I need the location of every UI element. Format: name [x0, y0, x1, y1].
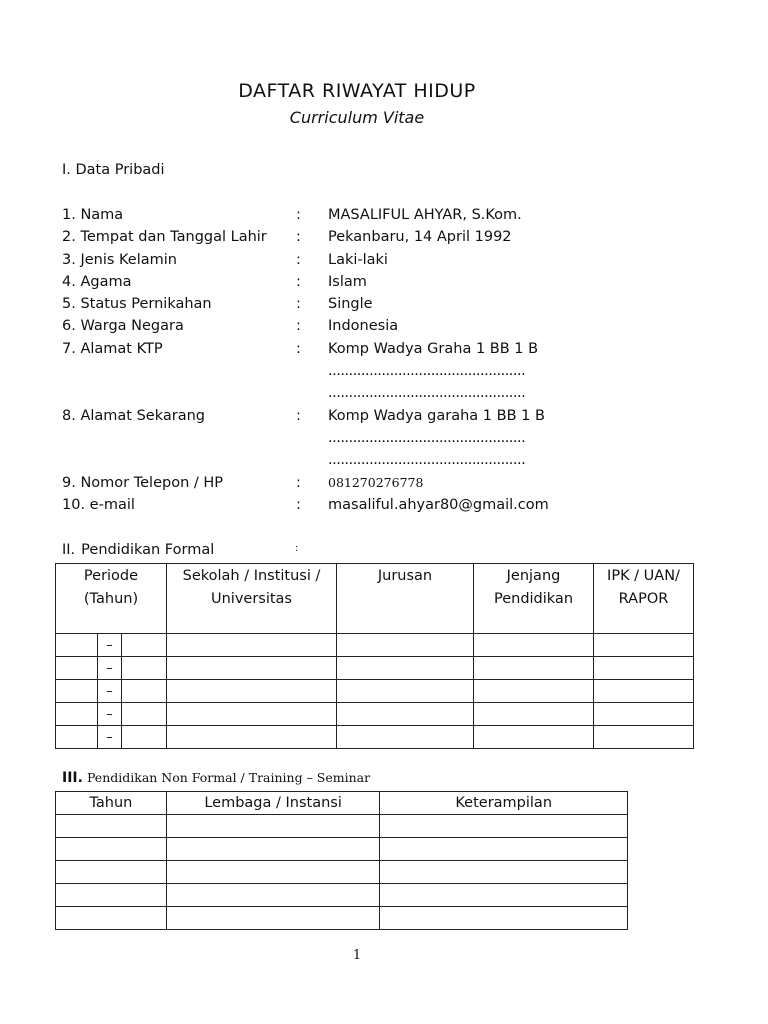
- field-row-jenis-kelamin: [62, 249, 702, 271]
- table-cell[interactable]: [56, 884, 167, 907]
- field-colon: :: [296, 273, 301, 290]
- period-dash: –: [98, 680, 122, 703]
- field-colon: :: [296, 474, 301, 491]
- table-row: [56, 861, 628, 884]
- column-header-lembaga: Lembaga / Instansi: [166, 792, 380, 815]
- field-value: MASALIFUL AHYAR, S.Kom.: [328, 207, 522, 223]
- field-label: 9. Nomor Telepon / HP: [62, 474, 224, 491]
- formal-education-table: [55, 563, 694, 749]
- table-cell[interactable]: [166, 838, 380, 861]
- table-cell[interactable]: [337, 634, 474, 657]
- non-formal-education-table: [55, 791, 628, 930]
- table-cell[interactable]: [167, 657, 337, 680]
- field-row-warga-negara: [62, 315, 702, 337]
- field-colon: :: [296, 251, 301, 268]
- table-cell[interactable]: [594, 703, 694, 726]
- table-cell[interactable]: [56, 815, 167, 838]
- table-cell[interactable]: [56, 634, 98, 657]
- field-value: Laki-laki: [328, 251, 388, 268]
- table-row: [56, 838, 628, 861]
- field-label: 6. Warga Negara: [62, 318, 184, 335]
- table-cell[interactable]: [56, 657, 98, 680]
- period-dash: –: [98, 634, 122, 657]
- field-value: Komp Wadya garaha 1 BB 1 B: [328, 407, 545, 424]
- table-cell[interactable]: [122, 634, 167, 657]
- table-cell[interactable]: [474, 657, 594, 680]
- table-cell[interactable]: [594, 726, 694, 749]
- table-cell[interactable]: [337, 657, 474, 680]
- column-header-periode: Periode (Tahun): [56, 564, 167, 634]
- table-cell[interactable]: [337, 680, 474, 703]
- dotted-fill: ................................................: [328, 385, 526, 402]
- table-cell[interactable]: [474, 680, 594, 703]
- column-header-sekolah: Sekolah / Institusi / Universitas: [167, 564, 337, 634]
- table-header-row: [56, 564, 694, 634]
- period-dash: –: [98, 657, 122, 680]
- dotted-line: [62, 360, 702, 382]
- page-number: 1: [352, 948, 362, 963]
- field-colon: :: [296, 407, 301, 424]
- table-row: [56, 884, 628, 907]
- field-label: 7. Alamat KTP: [62, 340, 163, 357]
- table-row: [56, 657, 694, 680]
- table-cell[interactable]: [474, 703, 594, 726]
- field-label: 3. Jenis Kelamin: [62, 251, 177, 268]
- table-cell[interactable]: [380, 861, 628, 884]
- dotted-line: [62, 382, 702, 404]
- section-title: Pendidikan Non Formal / Training – Seminar: [86, 770, 371, 785]
- table-cell[interactable]: [337, 703, 474, 726]
- table-cell[interactable]: [56, 680, 98, 703]
- table-row: [56, 815, 628, 838]
- field-value: Komp Wadya Graha 1 BB 1 B: [328, 340, 539, 357]
- section-number: II.: [62, 542, 76, 558]
- table-cell[interactable]: [474, 726, 594, 749]
- section-heading-data-pribadi: I. Data Pribadi: [62, 162, 165, 178]
- table-cell[interactable]: [337, 726, 474, 749]
- column-header-ipk: IPK / UAN/ RAPOR: [594, 564, 694, 634]
- column-header-jurusan: Jurusan: [337, 564, 474, 634]
- table-cell[interactable]: [594, 634, 694, 657]
- field-row-alamat-sekarang: [62, 405, 702, 427]
- section-heading-pendidikan-non-formal: [62, 770, 370, 786]
- field-row-nomor-telepon: [62, 472, 702, 494]
- table-cell[interactable]: [594, 657, 694, 680]
- table-cell[interactable]: [56, 703, 98, 726]
- table-cell[interactable]: [380, 815, 628, 838]
- field-colon: :: [296, 296, 301, 313]
- field-label: 4. Agama: [62, 273, 132, 290]
- dotted-line: [62, 449, 702, 471]
- field-colon: :: [296, 318, 301, 335]
- field-colon: :: [296, 207, 301, 223]
- dotted-fill: ................................................: [328, 452, 526, 469]
- table-cell[interactable]: [56, 838, 167, 861]
- table-cell[interactable]: [56, 726, 98, 749]
- field-row-nama: [62, 204, 702, 226]
- table-cell[interactable]: [166, 861, 380, 884]
- table-header-row: [56, 792, 628, 815]
- field-row-tempat-tanggal-lahir: [62, 226, 702, 248]
- table-cell[interactable]: [594, 680, 694, 703]
- field-value: Pekanbaru, 14 April 1992: [328, 229, 512, 246]
- field-row-status-pernikahan: [62, 293, 702, 315]
- field-value: Indonesia: [328, 318, 399, 335]
- table-row: [56, 726, 694, 749]
- dotted-fill: ................................................: [328, 363, 526, 380]
- table-cell[interactable]: [122, 726, 167, 749]
- field-colon: :: [296, 496, 301, 513]
- field-label: 1. Nama: [62, 207, 124, 223]
- document-title: DAFTAR RIWAYAT HIDUP: [238, 80, 476, 102]
- table-cell[interactable]: [167, 726, 337, 749]
- personal-data-list: [62, 204, 702, 516]
- table-row: [56, 907, 628, 930]
- field-row-alamat-ktp: [62, 338, 702, 360]
- table-cell[interactable]: [122, 657, 167, 680]
- field-label: 2. Tempat dan Tanggal Lahir: [62, 229, 267, 246]
- table-cell[interactable]: [380, 838, 628, 861]
- table-cell[interactable]: [166, 815, 380, 838]
- field-label: 8. Alamat Sekarang: [62, 407, 205, 424]
- section-number: III.: [62, 770, 83, 786]
- field-row-email: [62, 494, 702, 516]
- section-title: Pendidikan Formal: [81, 542, 215, 558]
- table-cell[interactable]: [167, 680, 337, 703]
- dotted-fill: ................................................: [328, 429, 526, 446]
- table-cell[interactable]: [380, 884, 628, 907]
- dotted-line: [62, 427, 702, 449]
- table-row: [56, 680, 694, 703]
- field-colon: :: [296, 229, 301, 246]
- column-header-jenjang: Jenjang Pendidikan: [474, 564, 594, 634]
- period-dash: –: [98, 726, 122, 749]
- table-cell[interactable]: [122, 680, 167, 703]
- table-cell[interactable]: [56, 907, 167, 930]
- column-header-tahun: Tahun: [56, 792, 167, 815]
- table-row: [56, 634, 694, 657]
- section-heading-pendidikan-formal: [62, 542, 214, 558]
- table-cell[interactable]: [56, 861, 167, 884]
- table-cell[interactable]: [166, 907, 380, 930]
- field-label: 5. Status Pernikahan: [62, 296, 212, 313]
- table-cell[interactable]: [166, 884, 380, 907]
- period-dash: –: [98, 703, 122, 726]
- document-subtitle: Curriculum Vitae: [289, 108, 425, 127]
- field-value: 081270276778: [328, 474, 424, 490]
- field-row-agama: [62, 271, 702, 293]
- table-cell[interactable]: [122, 703, 167, 726]
- field-label: 10. e-mail: [62, 496, 135, 513]
- field-value: Single: [328, 296, 373, 313]
- table-cell[interactable]: [167, 703, 337, 726]
- table-cell[interactable]: [380, 907, 628, 930]
- table-row: [56, 703, 694, 726]
- column-header-keterampilan: Keterampilan: [380, 792, 628, 815]
- table-cell[interactable]: [167, 634, 337, 657]
- section-colon: :: [295, 543, 299, 554]
- field-value: masaliful.ahyar80@gmail.com: [328, 496, 549, 513]
- table-cell[interactable]: [474, 634, 594, 657]
- field-value: Islam: [328, 273, 367, 290]
- field-colon: :: [296, 340, 301, 357]
